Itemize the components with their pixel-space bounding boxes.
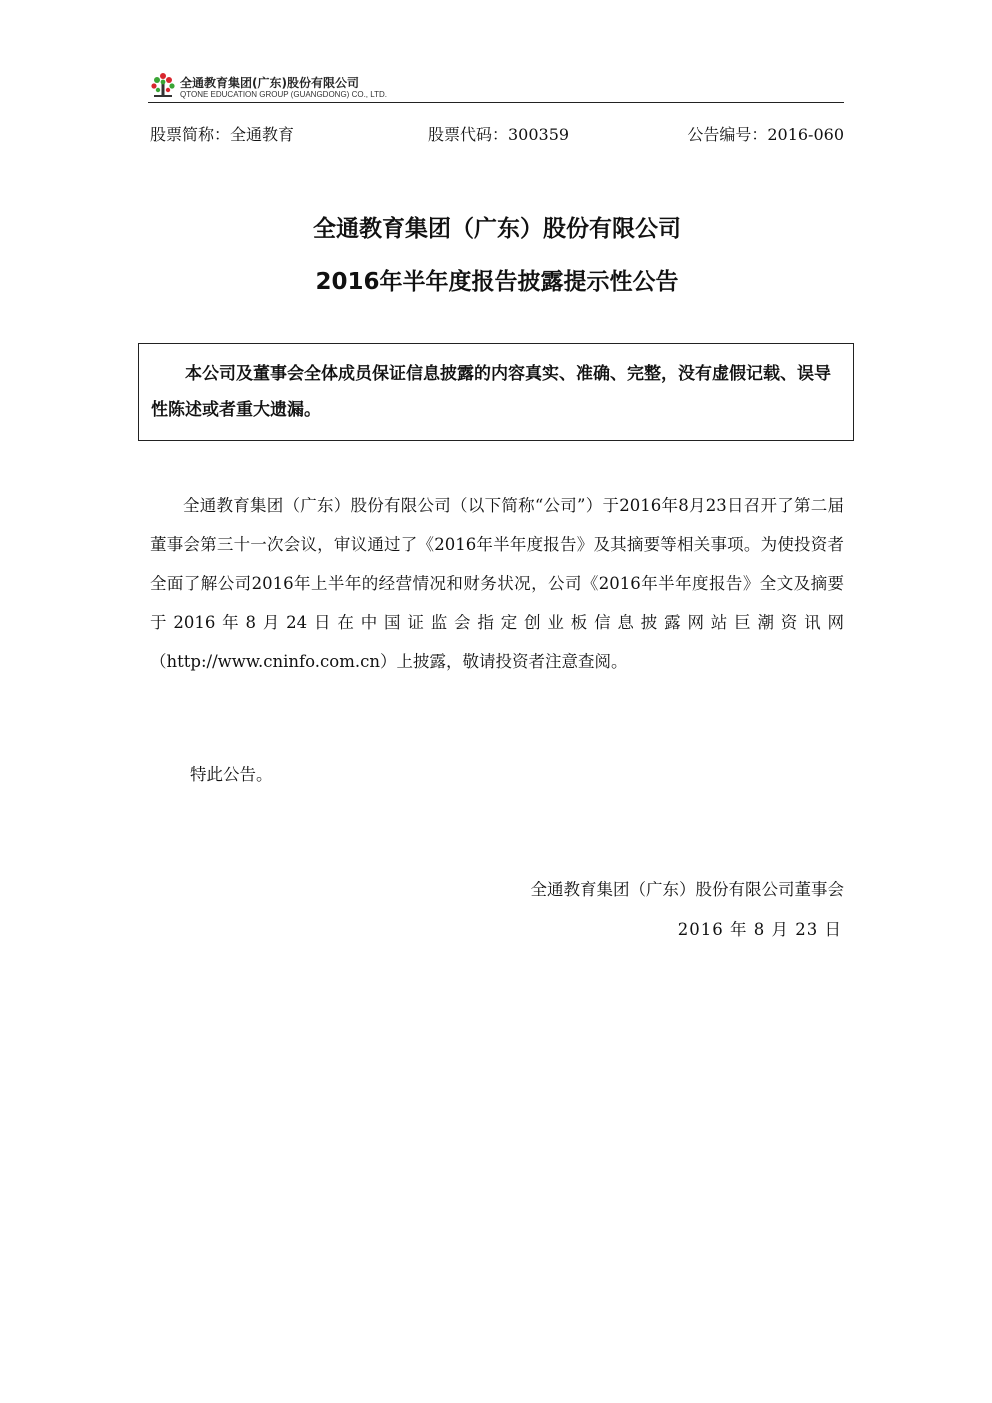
letterhead <box>148 70 844 102</box>
logo-company-name-cn: 全通教育集团(广东)股份有限公司 <box>180 76 359 90</box>
closing-statement: 特此公告。 <box>190 765 273 784</box>
disclaimer-box <box>138 343 854 441</box>
signature-organization: 全通教育集团（广东）股份有限公司董事会 <box>530 880 844 899</box>
logo-company-name-en: QTONE EDUCATION GROUP (GUANGDONG) CO., LTD. <box>180 90 387 99</box>
signature-date: 2016 年 8 月 23 日 <box>677 920 842 939</box>
tree-logo-icon <box>148 70 178 100</box>
stock-code: 股票代码：300359 <box>428 125 570 144</box>
body-paragraph: 全通教育集团（广东）股份有限公司（以下简称“公司”）于2016年8月23日召开了第二届董事会第三十一次会议，审议通过了《2016年半年度报告》及其摘要等相关事项。为使投资者全面了解公司2016年上半年的经营情况和财务状况，公司《2016年半年度报告》全文及摘要于2016年8月24日在中国证监会指定创业板信息披露网站巨潮资讯网（http://www.cninfo.com.cn）上披露，敬请投资者注意查阅。 <box>150 496 844 671</box>
header-divider <box>148 102 844 103</box>
disclaimer-text: 本公司及董事会全体成员保证信息披露的内容真实、准确、完整，没有虚假记载、误导性陈述或者重大遗漏。 <box>151 364 831 420</box>
stock-name: 股票简称：全通教育 <box>150 125 295 144</box>
announcement-meta <box>150 122 844 146</box>
announcement-number: 公告编号：2016-060 <box>687 125 844 144</box>
document-title-company: 全通教育集团（广东）股份有限公司 <box>313 216 681 242</box>
document-title-subject: 2016年半年度报告披露提示性公告 <box>315 269 679 295</box>
